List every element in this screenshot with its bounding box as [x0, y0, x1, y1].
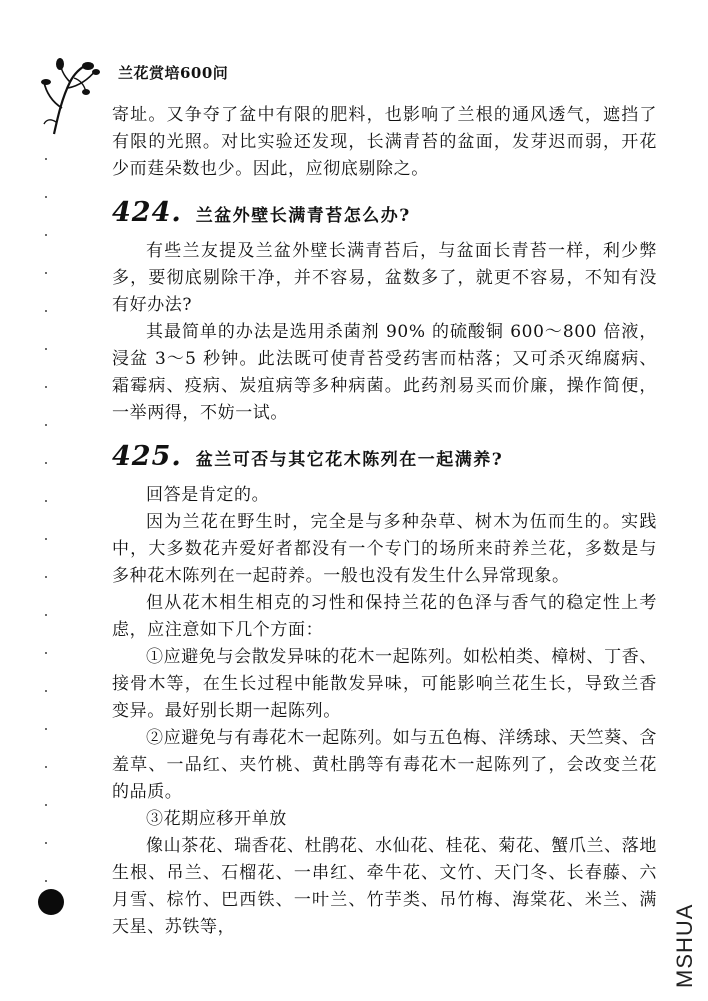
paragraph: 像山茶花、瑞香花、杜鹃花、水仙花、桂花、菊花、蟹爪兰、落地生根、吊兰、石榴花、一串红、牵牛花、文竹、天门冬、长春藤、六月雪、棕竹、巴西铁、一叶兰、竹芋类、吊竹梅、海棠花、米兰、满天星、苏铁等，: [112, 836, 657, 937]
paragraph: 但从花木相生相克的习性和保持兰花的色泽与香气的稳定性上考虑，应注意如下几个方面：: [112, 593, 657, 640]
list-item: ①应避免与会散发异味的花木一起陈列。如松柏类、樟树、丁香、接骨木等，在生长过程中能散发异味，可能影响兰花生长，导致兰香变异。最好别长期一起陈列。: [112, 647, 657, 721]
paragraph: 回答是肯定的。: [146, 485, 270, 505]
question-heading-425: [112, 441, 657, 472]
list-item: ③花期应移开单放: [146, 809, 287, 829]
paragraph: 因为兰花在野生时，完全是与多种杂草、树木为伍而生的。实践中，大多数花卉爱好者都没有一个专门的场所来莳养兰花，多数是与多种花木陈列在一起莳养。一般也没有发生什么异常现象。: [112, 512, 657, 586]
orchid-icon: [40, 58, 102, 136]
svg-text:MSHUA: MSHUA: [672, 903, 697, 988]
question-number: 425.: [112, 441, 182, 472]
watermark: [670, 880, 698, 990]
binding-margin-dots: [44, 140, 48, 900]
list-item: ②应避免与有毒花木一起陈列。如与五色梅、洋绣球、天竺葵、含羞草、一品红、夹竹桃、黄杜鹃等有毒花木一起陈列了，会改变兰花的品质。: [112, 728, 657, 802]
paragraph: 有些兰友提及兰盆外壁长满青苔后，与盆面长青苔一样，利少弊多，要彻底剔除干净，并不容易，盆数多了，就更不容易，不知有没有好办法?: [112, 241, 657, 315]
main-content: [112, 102, 657, 941]
question-title: 盆兰可否与其它花木陈列在一起满养?: [195, 450, 504, 470]
intro-paragraph: 寄址。又争夺了盆中有限的肥料，也影响了兰根的通风透气，遮挡了有限的光照。对比实验还发现，长满青苔的盆面，发芽迟而弱，开花少而莛朵数也少。因此，应彻底剔除之。: [112, 105, 657, 179]
question-heading-424: [112, 197, 657, 228]
punch-hole-icon: [38, 889, 64, 915]
running-header-title: 兰花赏培600问: [118, 64, 229, 82]
question-title: 兰盆外壁长满青苔怎么办?: [195, 206, 411, 226]
paragraph: 其最简单的办法是选用杀菌剂 90% 的硫酸铜 600～800 倍液，浸盆 3～5 秒钟。此法既可使青苔受药害而枯落；又可杀灭绵腐病、霜霉病、疫病、炭疽病等多种病菌。此药剂易买而价廉，操作简便，一举两得，不妨一试。: [112, 322, 657, 423]
question-number: 424.: [112, 197, 182, 228]
